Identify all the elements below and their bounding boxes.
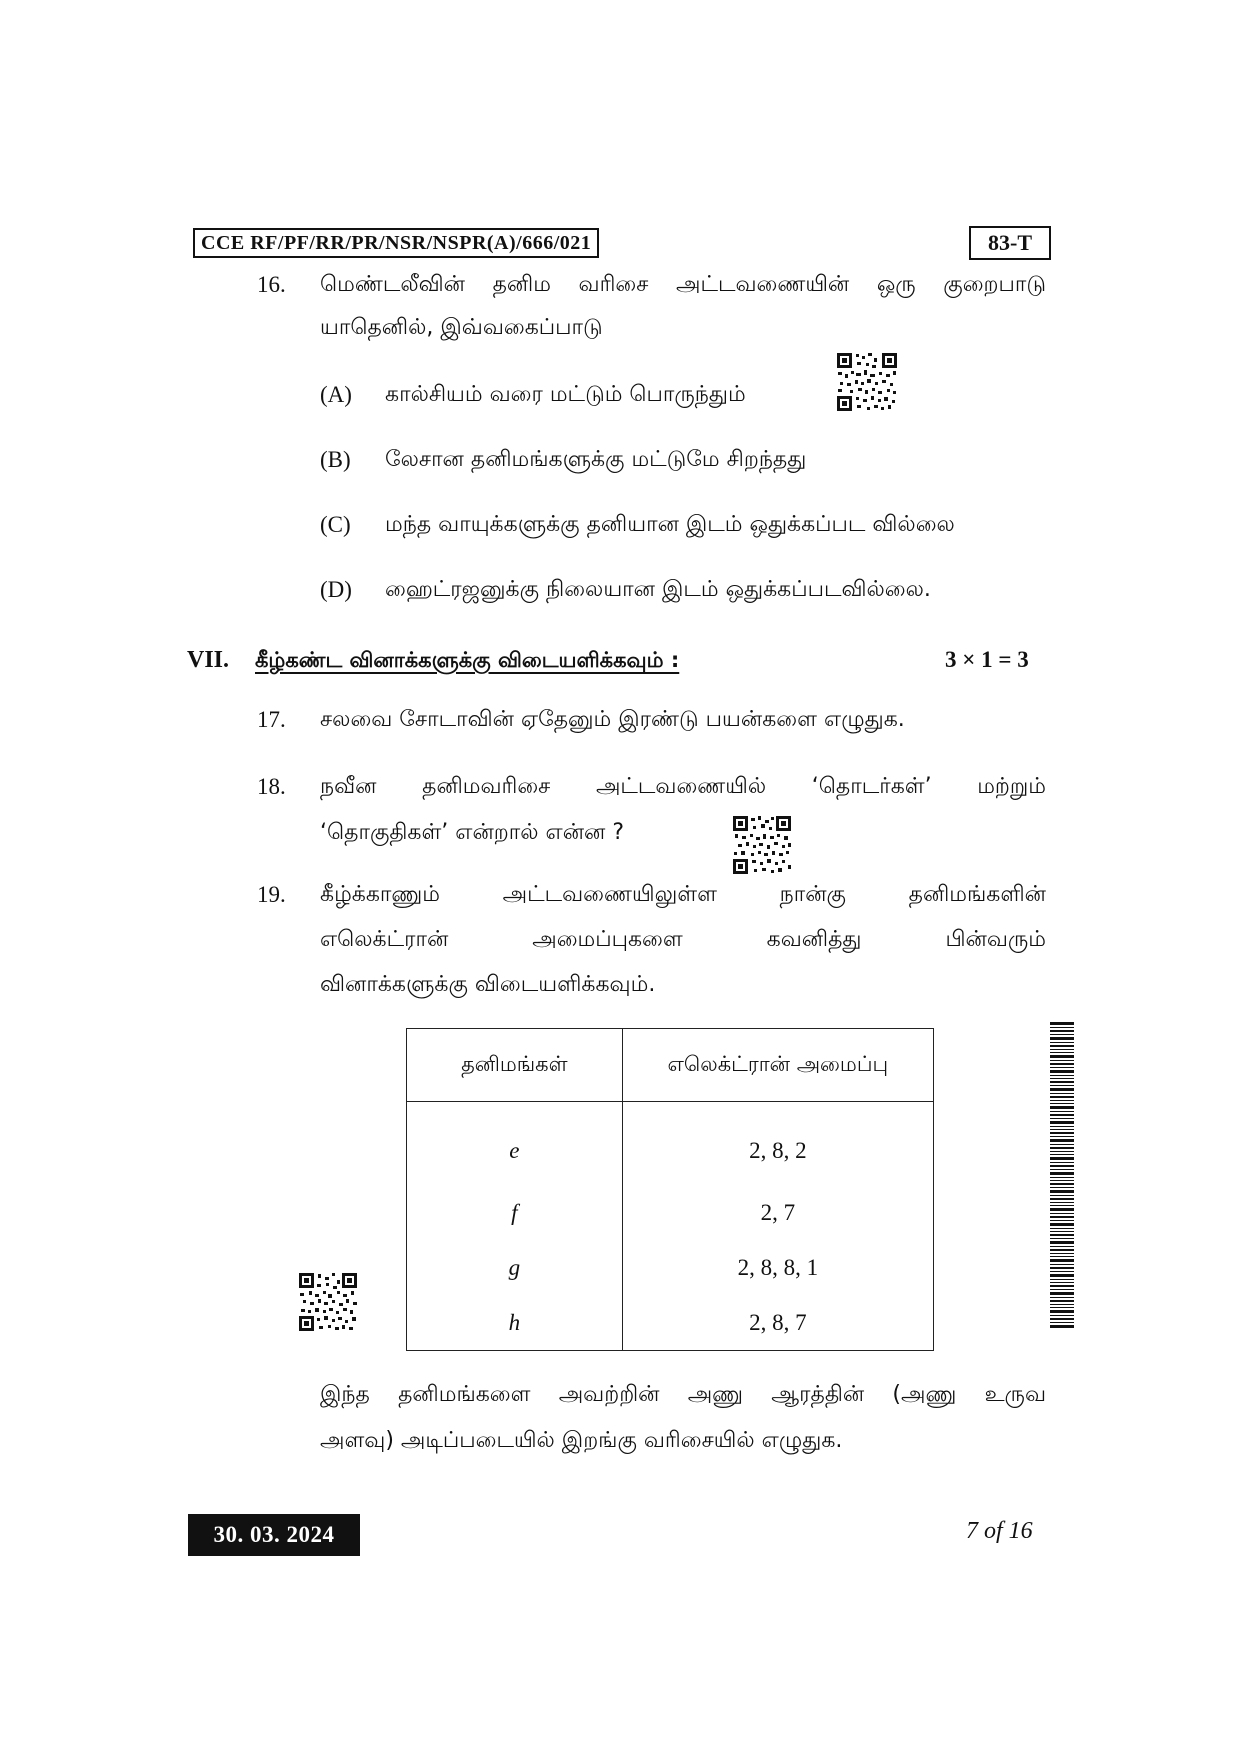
q16-option-c-text: மந்த வாயுக்களுக்கு தனியான இடம் ஒதுக்கப்பட வில்லை: [385, 512, 955, 537]
electron-configuration: 2, 8, 8, 1: [622, 1241, 933, 1295]
table-row: [407, 1241, 934, 1295]
qr-code-icon: [732, 815, 792, 875]
table-row: [407, 1102, 934, 1187]
q16-option-d-letter: (D): [320, 577, 352, 602]
electron-configuration: 2, 8, 2: [622, 1102, 933, 1187]
section-marks: 3 × 1 = 3: [945, 647, 1029, 672]
q16-option-b-letter: (B): [320, 447, 351, 472]
q16-line2: யாதெனில், இவ்வகைப்பாடு: [320, 315, 603, 340]
q16-option-a-text: கால்சியம் வரை மட்டும் பொருந்தும்: [385, 382, 746, 407]
electron-configuration: 2, 8, 7: [622, 1295, 933, 1350]
q19-line3: வினாக்களுக்கு விடையளிக்கவும்.: [320, 972, 656, 997]
q19-after-line1: இந்த தனிமங்களை அவற்றின் அணு ஆரத்தின் (அணு உருவ: [320, 1382, 1046, 1407]
qr-code-icon: [298, 1272, 358, 1332]
q16-option-b-text: லேசான தனிமங்களுக்கு மட்டுமே சிறந்தது: [385, 447, 807, 472]
table-row: [407, 1186, 934, 1240]
barcode-icon: [1050, 1022, 1074, 1330]
electron-configuration: 2, 7: [622, 1186, 933, 1240]
q17-text: சலவை சோடாவின் ஏதேனும் இரண்டு பயன்களை எழுதுக.: [320, 707, 905, 732]
table-header-elements: தனிமங்கள்: [407, 1029, 623, 1102]
element-symbol: f: [407, 1186, 623, 1240]
exam-code: CCE RF/PF/RR/PR/NSR/NSPR(A)/666/021: [193, 228, 599, 258]
q18-line2: ‘தொகுதிகள்’ என்றால் என்ன ?: [320, 820, 625, 845]
q16-option-d-text: ஹைட்ரஜனுக்கு நிலையான இடம் ஒதுக்கப்படவில்லை.: [385, 577, 931, 602]
section-number: VII.: [187, 647, 230, 673]
paper-code: 83-T: [969, 226, 1051, 260]
table-row: [407, 1295, 934, 1350]
electron-config-table: [406, 1028, 934, 1351]
q17-number: 17.: [257, 707, 286, 732]
q16-option-a-letter: (A): [320, 382, 352, 407]
q19-number: 19.: [257, 882, 286, 907]
q16-number: 16.: [257, 272, 286, 297]
element-symbol: g: [407, 1241, 623, 1295]
page-number: 7 of 16: [966, 1518, 1033, 1544]
exam-date: 30. 03. 2024: [188, 1514, 360, 1556]
q18-number: 18.: [257, 774, 286, 799]
q18-line1: நவீன தனிமவரிசை அட்டவணையில் ‘தொடர்கள்’ மற்றும்: [320, 774, 1046, 799]
q16-option-c-letter: (C): [320, 512, 351, 537]
element-symbol: h: [407, 1295, 623, 1350]
section-title: கீழ்கண்ட வினாக்களுக்கு விடையளிக்கவும் :: [255, 648, 680, 672]
q16-line1: மெண்டலீவின் தனிம வரிசை அட்டவணையின் ஒரு குறைபாடு: [320, 272, 1046, 297]
qr-code-icon: [836, 352, 898, 412]
q19-after-line2: அளவு) அடிப்படையில் இறங்கு வரிசையில் எழுதுக.: [320, 1428, 843, 1453]
table-header-configuration: எலெக்ட்ரான் அமைப்பு: [622, 1029, 933, 1102]
q19-line2: எலெக்ட்ரான் அமைப்புகளை கவனித்து பின்வரும்: [320, 927, 1046, 952]
element-symbol: e: [407, 1102, 623, 1187]
q19-line1: கீழ்க்காணும் அட்டவணையிலுள்ள நான்கு தனிமங்களின்: [320, 882, 1046, 907]
